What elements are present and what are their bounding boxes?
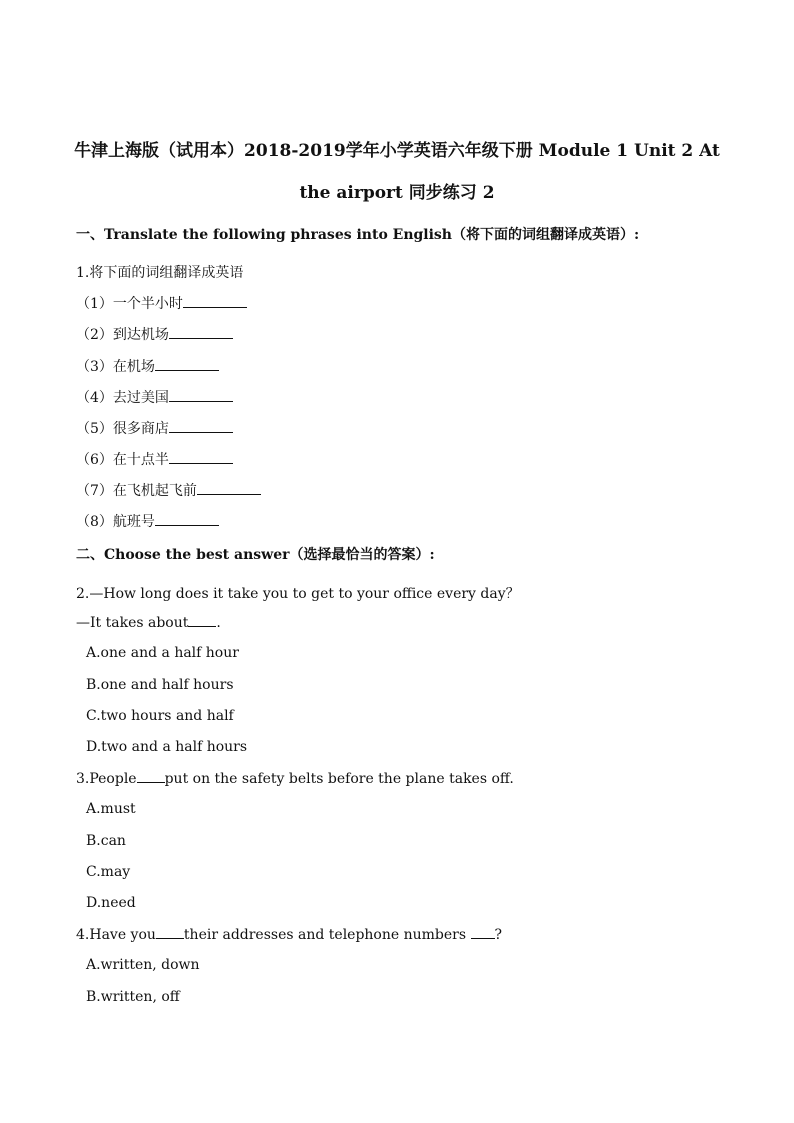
option-a[interactable]: A.must <box>86 801 136 817</box>
answer-blank[interactable] <box>197 482 261 495</box>
phrase-item: （7）在飞机起飞前 <box>76 480 261 500</box>
option-a[interactable]: A.one and a half hour <box>86 645 239 661</box>
answer-blank[interactable] <box>137 770 165 783</box>
option-b[interactable]: B.can <box>86 833 126 849</box>
answer-blank[interactable] <box>471 926 495 939</box>
option-b[interactable]: B.written, off <box>86 989 180 1005</box>
question-1-stem: 1.将下面的词组翻译成英语 <box>76 265 244 281</box>
answer-blank[interactable] <box>169 420 233 433</box>
answer-blank[interactable] <box>188 614 216 627</box>
phrase-item: （8）航班号 <box>76 511 219 531</box>
option-d[interactable]: D.two and a half hours <box>86 739 248 755</box>
answer-blank[interactable] <box>183 295 247 308</box>
question-3-stem: 3.People put on the safety belts before the plane takes off. <box>76 771 514 787</box>
option-d[interactable]: D.need <box>86 895 136 911</box>
answer-blank[interactable] <box>169 451 233 464</box>
option-c[interactable]: C.two hours and half <box>86 708 234 724</box>
phrase-item: （5）很多商店 <box>76 418 233 438</box>
phrase-item: （1）一个半小时 <box>76 293 247 313</box>
section1-heading: 一、Translate the following phrases into English（将下面的词组翻译成英语）: <box>76 227 640 243</box>
question-2-stem: 2.—How long does it take you to get to your office every day？ <box>76 586 520 602</box>
option-b[interactable]: B.one and half hours <box>86 677 234 693</box>
option-a[interactable]: A.written, down <box>86 957 200 973</box>
section2-heading: 二、Choose the best answer（选择最恰当的答案）: <box>76 547 435 563</box>
answer-blank[interactable] <box>156 926 184 939</box>
answer-blank[interactable] <box>155 513 219 526</box>
phrase-item: （2）到达机场 <box>76 324 233 344</box>
answer-blank[interactable] <box>169 326 233 339</box>
question-2-stem-line2: —It takes about . <box>76 615 221 631</box>
phrase-item: （6）在十点半 <box>76 449 233 469</box>
phrase-item: （3）在机场 <box>76 356 219 376</box>
answer-blank[interactable] <box>155 358 219 371</box>
phrase-item: （4）去过美国 <box>76 387 233 407</box>
question-4-stem: 4.Have you their addresses and telephone numbers ? <box>76 927 503 943</box>
answer-blank[interactable] <box>169 389 233 402</box>
option-c[interactable]: C.may <box>86 864 131 880</box>
page-title-line2: the airport 同步练习 2 <box>299 183 495 203</box>
page-title-line1: 牛津上海版（试用本）2018-2019学年小学英语六年级下册 Module 1 Unit 2 At <box>74 141 720 161</box>
